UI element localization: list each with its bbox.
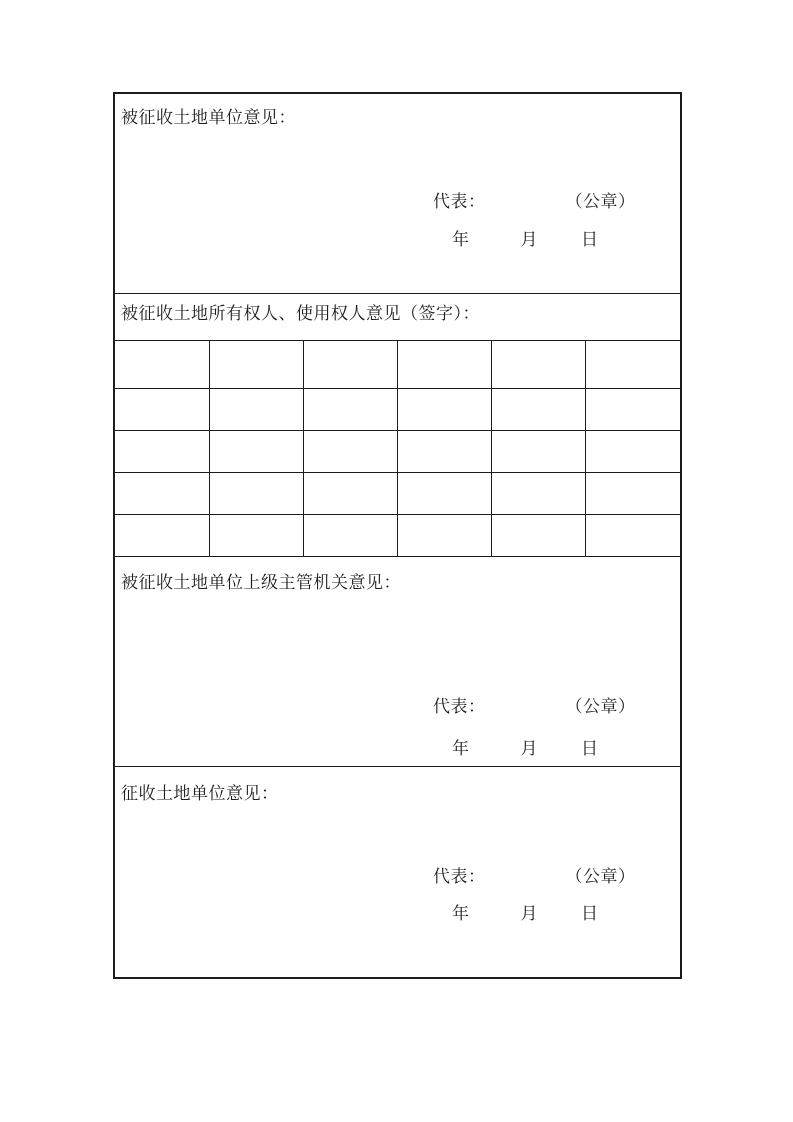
signature-cell (397, 472, 491, 514)
signature-cell (209, 472, 303, 514)
official-seal-label: （公章） (565, 867, 636, 886)
signature-cell (115, 472, 209, 514)
date-line (433, 905, 599, 922)
month-label: 月 (520, 230, 538, 249)
day-label: 日 (581, 230, 599, 249)
signature-cell (492, 430, 586, 472)
section-title: 被征收土地单位意见： (121, 108, 296, 127)
signature-cell (115, 514, 209, 556)
signature-grid-row (115, 341, 680, 388)
signature-cell (397, 388, 491, 430)
date-line (433, 740, 599, 757)
section-title: 被征收土地单位上级主管机关意见： (121, 573, 401, 592)
section-title: 被征收土地所有权人、使用权人意见（签字）： (121, 304, 480, 323)
signature-grid-row (115, 388, 680, 430)
signature-cell (303, 472, 397, 514)
signature-cell (397, 514, 491, 556)
section-owners-users-signature-header (115, 294, 680, 341)
signature-cell (492, 341, 586, 388)
representative-line (433, 698, 636, 715)
representative-line (433, 868, 636, 885)
representative-label: 代表： (433, 867, 486, 886)
signature-cell (303, 388, 397, 430)
signature-cell (492, 388, 586, 430)
signature-cell (586, 388, 680, 430)
section-requisitioned-unit-opinion (115, 94, 680, 294)
signature-cell (209, 514, 303, 556)
signature-cell (115, 430, 209, 472)
signature-cell (209, 430, 303, 472)
section-superior-authority-opinion (115, 557, 680, 767)
date-line (433, 231, 599, 248)
representative-line (433, 193, 636, 210)
signature-grid-row (115, 472, 680, 514)
land-requisition-opinion-form (113, 92, 682, 979)
signature-grid-row (115, 514, 680, 556)
official-seal-label: （公章） (565, 697, 636, 716)
section-requisitioning-unit-opinion (115, 767, 680, 977)
signature-cell (115, 388, 209, 430)
official-seal-label: （公章） (565, 192, 636, 211)
signature-cell (397, 430, 491, 472)
signature-cell (492, 472, 586, 514)
signature-cell (115, 341, 209, 388)
signature-cell (586, 472, 680, 514)
day-label: 日 (581, 739, 599, 758)
signature-cell (586, 430, 680, 472)
year-label: 年 (452, 230, 470, 249)
year-label: 年 (452, 739, 470, 758)
signature-grid-row (115, 430, 680, 472)
signature-cell (303, 430, 397, 472)
signature-cell (586, 514, 680, 556)
signature-cell (209, 341, 303, 388)
representative-label: 代表： (433, 192, 486, 211)
signature-cell (209, 388, 303, 430)
year-label: 年 (452, 904, 470, 923)
signature-cell (303, 514, 397, 556)
signature-cell (397, 341, 491, 388)
month-label: 月 (520, 904, 538, 923)
signature-cell (492, 514, 586, 556)
section-title: 征收土地单位意见： (121, 784, 279, 803)
representative-label: 代表： (433, 697, 486, 716)
signature-cell (303, 341, 397, 388)
signature-cell (586, 341, 680, 388)
month-label: 月 (520, 739, 538, 758)
day-label: 日 (581, 904, 599, 923)
signature-grid (115, 341, 680, 557)
